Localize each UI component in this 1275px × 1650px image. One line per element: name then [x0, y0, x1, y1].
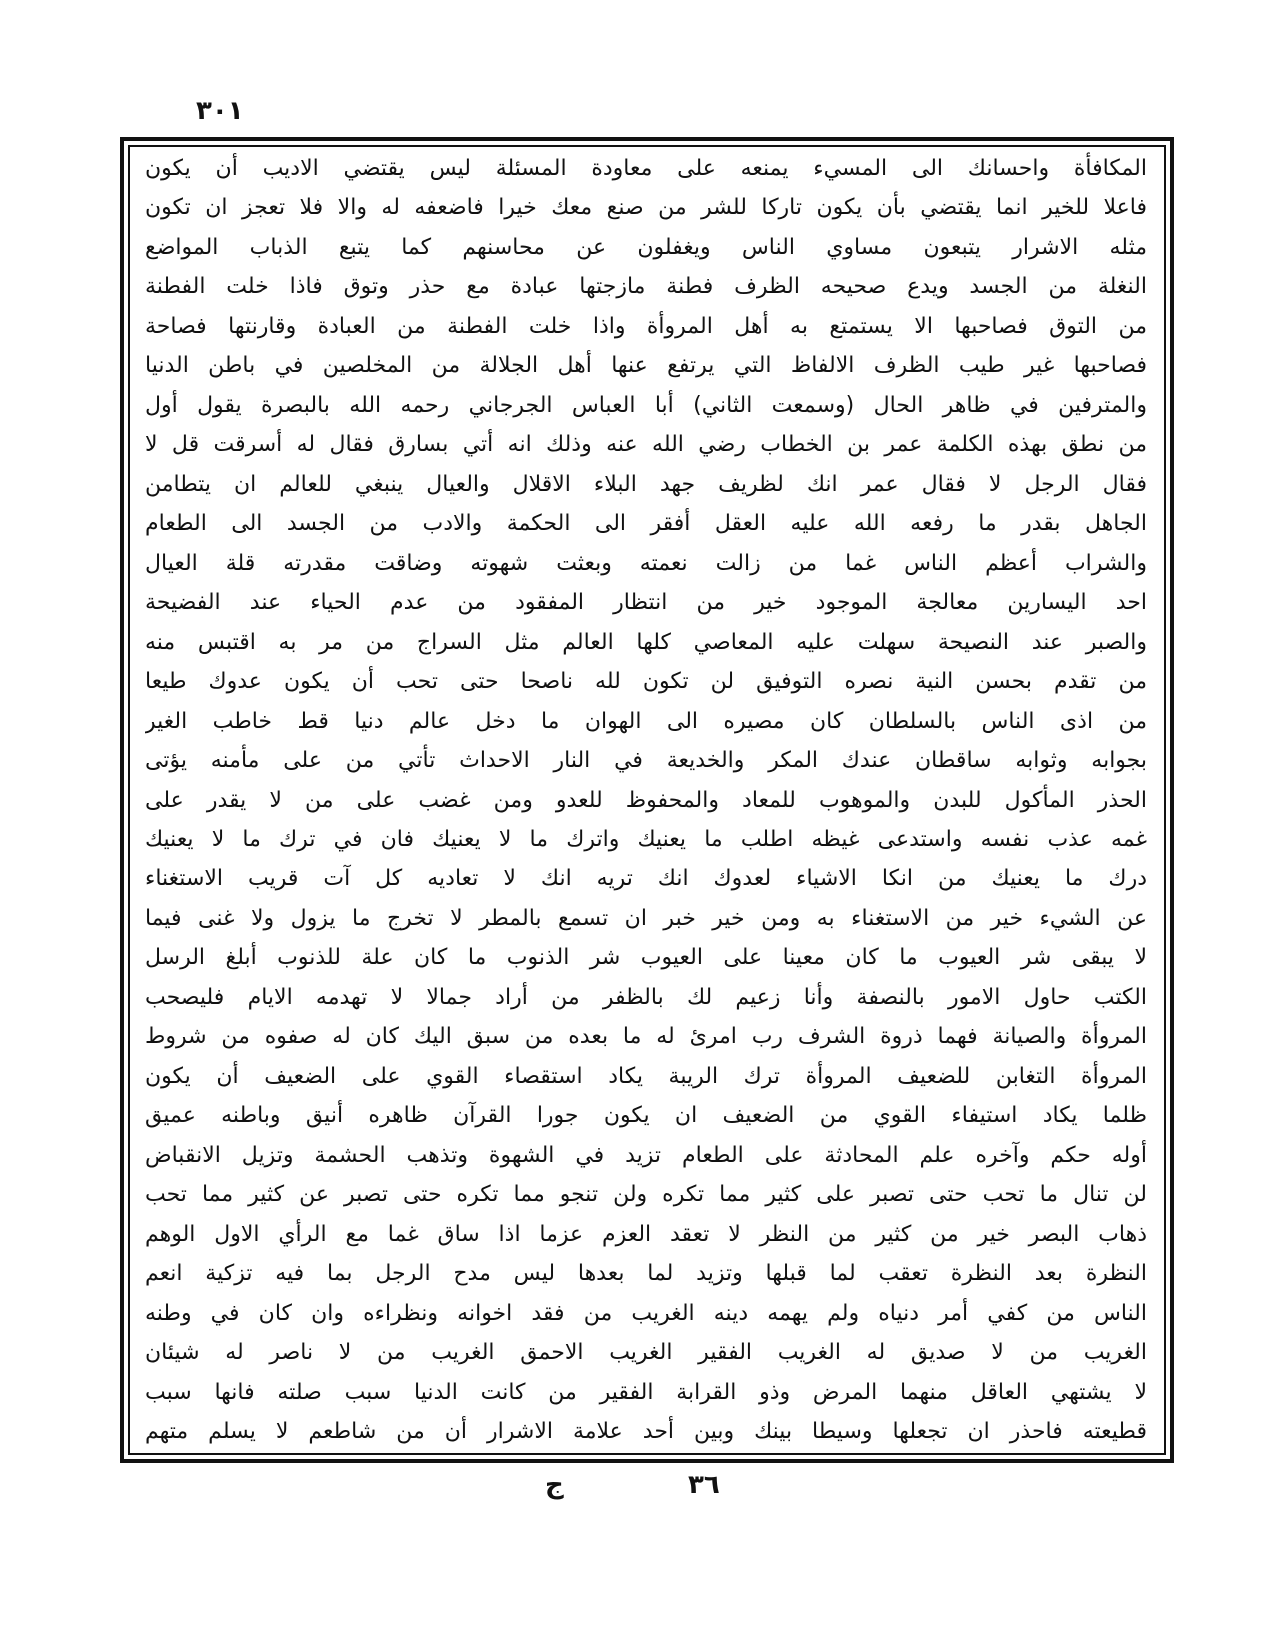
text-line: ذهاب البصر خير من كثير من النظر لا تعقد العزم عزما اذا ساق غما مع الرأي الاول الوهم: [145, 1221, 1147, 1247]
text-line: والصبر عند النصيحة سهلت عليه المعاصي كلها العالم مثل السراج من مر به اقتبس منه: [145, 629, 1147, 655]
text-line: المروأة التغابن للضعيف المروأة ترك الريبة يكاد استقصاء القوي على الضعيف أن يكون: [145, 1063, 1147, 1089]
text-line: فصاحبها غير طيب الظرف الالفاظ التي يرتفع عنها أهل الجلالة من المخلصين في باطن الدنيا: [145, 353, 1147, 379]
text-line: الغريب من لا صديق له الغريب الفقير الغريب الاحمق الغريب من لا ناصر له شيئان: [145, 1340, 1147, 1366]
text-line: درك ما يعنيك من انكا الاشياء لعدوك انك تريه انك لا تعاديه كل آت قريب الاستغناء: [145, 866, 1147, 892]
text-line: والمترفين في ظاهر الحال (وسمعت الثاني) أبا العباس الجرجاني رحمه الله بالبصرة يقول أول: [145, 392, 1147, 418]
text-line: الجاهل بقدر ما رفعه الله عليه العقل أفقر الى الحكمة والادب من الجسد الى الطعام: [145, 511, 1147, 537]
text-line: أوله حكم وآخره علم المحادثة على الطعام تزيد في الشهوة وتذهب الحشمة وتزيل الانقباض: [145, 1142, 1147, 1168]
text-line: من اذى الناس بالسلطان كان مصيره الى الهوان ما دخل عالم دنيا قط خاطب الغير: [145, 708, 1147, 734]
text-line: من تقدم بحسن النية نصره التوفيق لن تكون لله ناصحا حتى تحب أن يكون عدوك طيعا: [145, 669, 1147, 695]
text-line: ظلما يكاد استيفاء القوي من الضعيف ان يكون جورا القرآن ظاهره أنيق وباطنه عميق: [145, 1103, 1147, 1129]
text-line: المروأة والصيانة فهما ذروة الشرف رب امرئ له ما بعده من سبق اليك كان له صفوه من شروط: [145, 1024, 1147, 1050]
text-line: لا يبقى شر العيوب ما كان معينا على العيوب شر الذنوب ما كان علة للذنوب أبلغ الرسل: [145, 945, 1147, 971]
sheet-number: ٣٦: [688, 1470, 720, 1500]
text-line: الناس من كفي أمر دنياه ولم يهمه دينه الغريب من فقد اخوانه ونظراءه وان كان في وطنه: [145, 1300, 1147, 1326]
text-line: لا يشتهي العاقل منهما المرض وذو القرابة الفقير من كانت الدنيا سبب صلته فانها سبب: [145, 1379, 1147, 1405]
text-line: من نطق بهذه الكلمة عمر بن الخطاب رضي الله عنه وذلك انه أتي بسارق فقال له أسرقت قل لا: [145, 432, 1147, 458]
text-line: فقال الرجل لا فقال عمر انك لظريف جهد البلاء الاقلال والعيال ينبغي للعالم ان يتطامن: [145, 471, 1147, 497]
text-line: الكتب حاول الامور بالنصفة وأنا زعيم لك بالظفر من أراد جمالا لا تهدمه الايام فليصحب: [145, 984, 1147, 1010]
text-line: فاعلا للخير انما يقتضي بأن يكون تاركا للشر من صنع معك خيرا فاضعفه له والا فلا تعجز ان تكون: [145, 195, 1147, 221]
text-line: عن الشيء خير من الاستغناء به ومن خير خبر ان تسمع بالمطر لا تخرج ما يزول ولا غنى فيما: [145, 905, 1147, 931]
text-line: احد اليسارين معالجة الموجود خير من انتظار المفقود من عدم الحياء عند الفضيحة: [145, 590, 1147, 616]
body-text: [145, 152, 1147, 1448]
text-line: لن تنال ما تحب حتى تصبر على كثير مما تكره ولن تنجو مما تكره حتى تصبر عن كثير مما تحب: [145, 1182, 1147, 1208]
text-line: من التوق فصاحبها الا يستمتع به أهل المروأة واذا خلت الفطنة من العبادة وقارنتها فصاحة: [145, 313, 1147, 339]
page-number: ٣٠١: [196, 96, 244, 126]
text-line: مثله الاشرار يتبعون مساوي الناس ويغفلون عن محاسنهم كما يتبع الذباب المواضع: [145, 234, 1147, 260]
text-line: بجوابه وثوابه ساقطان عندك المكر والخديعة في النار الاحداث تأتي من على مأمنه يؤتى: [145, 748, 1147, 774]
text-line: المكافأة واحسانك الى المسيء يمنعه على معاودة المسئلة ليس يقتضي الاديب أن يكون: [145, 156, 1147, 181]
text-line: النظرة بعد النظرة تعقب لما قبلها وتزيد لما بعدها ليس مدح الرجل بما فيه تزكية انعم: [145, 1261, 1147, 1287]
text-line: قطيعته فاحذر ان تجعلها وسيطا بينك وبين أحد علامة الاشرار أن من شاطعم لا يسلم متهم: [145, 1419, 1147, 1444]
text-line: والشراب أعظم الناس غما من زالت نعمته وبعثت شهوته وضاقت مقدرته قلة العيال: [145, 550, 1147, 576]
text-line: غمه عذب نفسه واستدعى غيظه اطلب ما يعنيك واترك ما لا يعنيك فان في ترك ما لا يعنيك: [145, 826, 1147, 852]
text-line: الحذر المأكول للبدن والموهوب للمعاد والمحفوظ للعدو ومن غضب على من لا يقدر على: [145, 787, 1147, 813]
text-line: النغلة من الجسد ويدع صحيحه الظرف فطنة مازجتها عبادة مع حذر وتوق فاذا خلت الفطنة: [145, 274, 1147, 300]
signature-mark: ج: [545, 1470, 564, 1500]
